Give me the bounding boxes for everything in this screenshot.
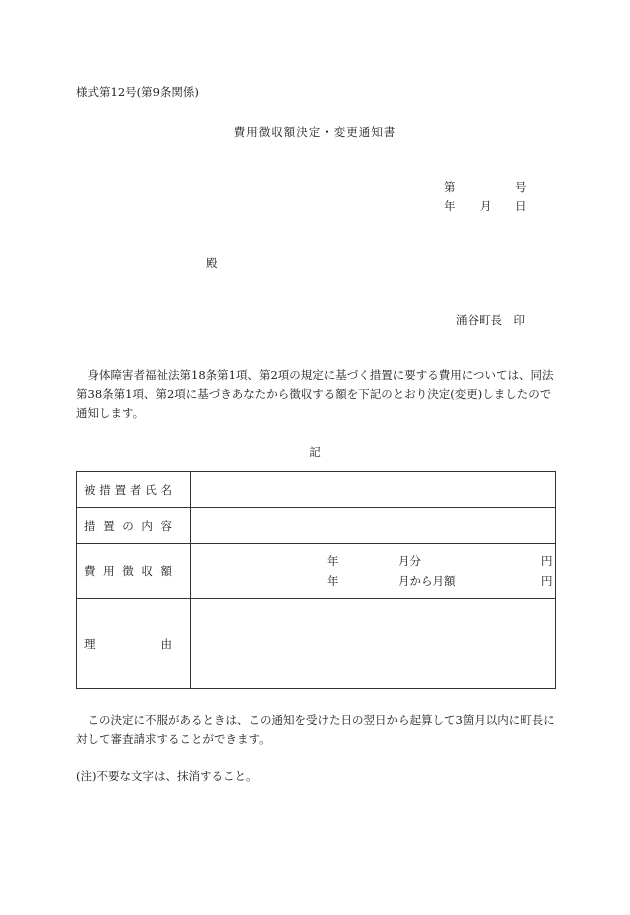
document-number-suffix: 号	[515, 180, 527, 194]
ki-heading: 記	[309, 445, 321, 459]
form-number: 様式第12号(第9条関係)	[76, 85, 199, 99]
label-char: 氏	[145, 482, 157, 497]
label-char: 名	[160, 482, 172, 497]
label-char: の	[122, 518, 134, 533]
table-row-reason	[77, 599, 556, 689]
body-paragraph: 身体障害者福祉法第18条第1項、第2項の規定に基づく措置に要する費用については、同法第38条第1項、第2項に基づきあなたから徴収する額を下記のとおり決定(変更)しましたので通知します。	[76, 368, 554, 420]
label-char: 用	[103, 564, 115, 578]
appeal-notice: この決定に不服があるときは、この通知を受けた日の翌日から起算して3箇月以内に町長に対して審査請求することができます。	[76, 713, 555, 746]
value-fee-amount	[191, 544, 556, 599]
fee-line-monthly-from	[191, 571, 555, 591]
fee-yen-label: 円	[541, 554, 553, 568]
fee-year-label: 年	[327, 574, 339, 588]
label-measure-content	[77, 508, 191, 544]
date-month-label: 月	[480, 199, 492, 213]
fee-month-from-label: 月から月額	[398, 574, 456, 588]
value-reason	[191, 599, 556, 689]
date-day-label: 日	[515, 199, 527, 213]
footnote: (注)不要な文字は、抹消すること。	[76, 769, 258, 783]
label-char: 容	[160, 518, 172, 533]
value-measure-content	[191, 508, 556, 544]
addressee-honorific: 殿	[206, 256, 218, 270]
label-char: 置	[114, 482, 127, 497]
document-number-label: 第	[444, 180, 456, 194]
label-reason	[77, 599, 191, 689]
table-row-measure-content	[77, 508, 556, 544]
label-char: 額	[160, 564, 172, 578]
date-year-label: 年	[444, 199, 456, 213]
details-table	[76, 471, 556, 689]
value-recipient-name	[191, 472, 556, 508]
label-char: 被	[84, 482, 96, 497]
label-recipient-name	[77, 472, 191, 508]
fee-line-monthly	[191, 551, 555, 571]
label-char: 措	[84, 518, 96, 533]
fee-yen-label: 円	[541, 574, 553, 588]
label-char: 徴	[122, 564, 134, 578]
document-title: 費用徴収額決定・変更通知書	[233, 125, 397, 139]
table-row-fee-amount	[77, 544, 556, 599]
label-char: 者	[129, 482, 142, 497]
label-char: 由	[160, 636, 172, 651]
table-row-recipient-name	[77, 472, 556, 508]
fee-year-label: 年	[327, 554, 339, 568]
issuer-name: 涌谷町長 印	[456, 313, 525, 327]
label-char: 費	[84, 564, 96, 578]
fee-month-label: 月分	[398, 554, 421, 568]
label-char: 内	[141, 518, 153, 533]
label-char: 理	[84, 636, 96, 651]
label-char: 収	[141, 564, 153, 578]
label-fee-amount	[77, 544, 191, 599]
label-char: 措	[99, 482, 111, 497]
label-char: 置	[103, 518, 115, 533]
